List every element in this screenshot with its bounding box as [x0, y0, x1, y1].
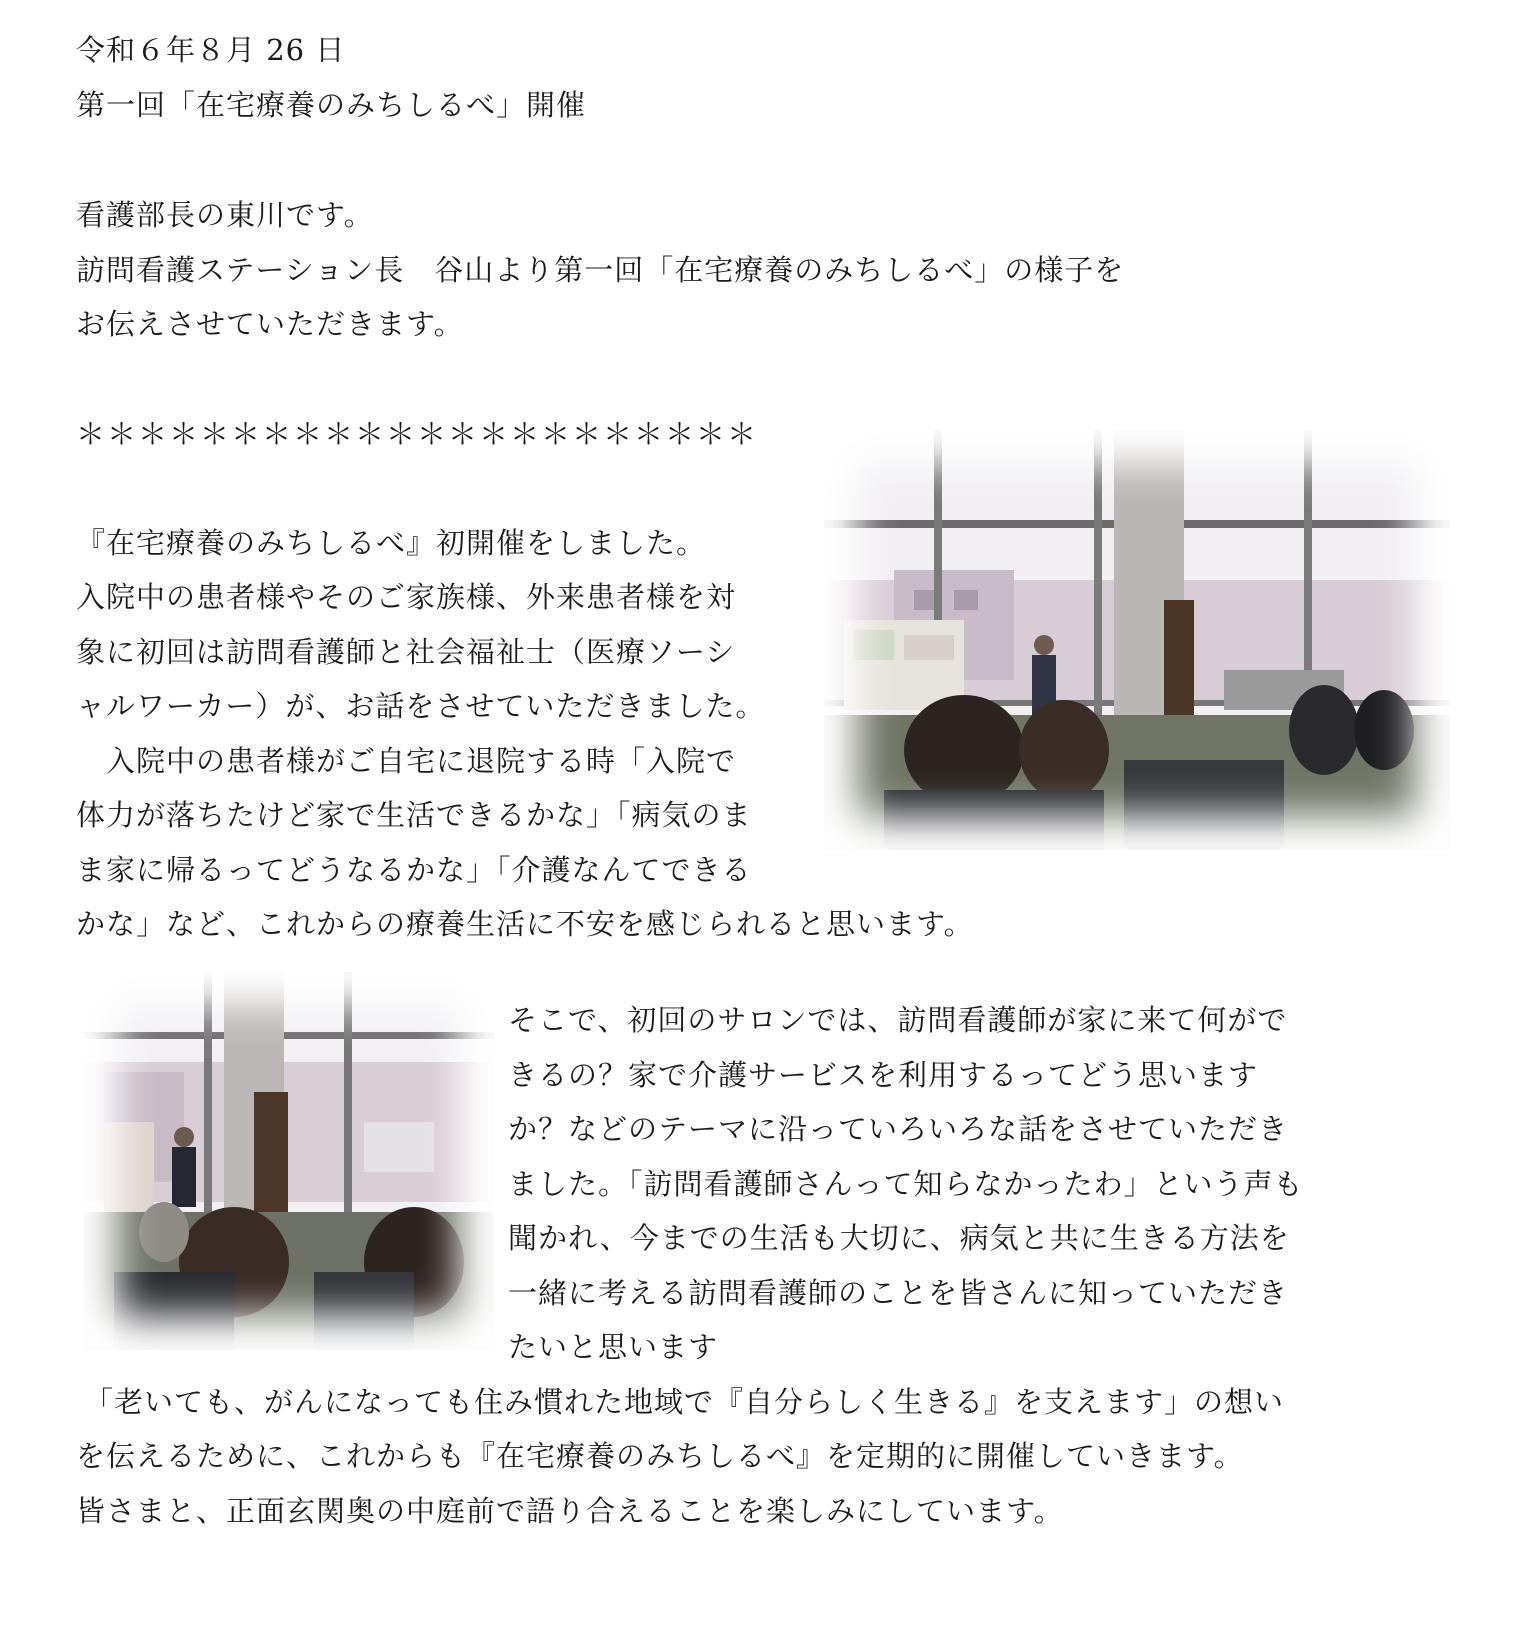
section1-line-1: 『在宅療養のみちしるべ』初開催をしました。	[76, 526, 707, 560]
intro-line-3: お伝えさせていただきます。	[76, 307, 464, 341]
closing-line-2: を伝えるために、これからも『在宅療養のみちしるべ』を定期的に開催していきます。	[76, 1439, 1244, 1473]
section2-line-3: か？などのテーマに沿っていろいろな話をさせていただき	[508, 1112, 1289, 1146]
event-photo-2-image	[84, 972, 494, 1350]
article-title: 第一回「在宅療養のみちしるべ」開催	[76, 88, 587, 122]
section2-line-4: ました。「訪問看護師さんって知らなかったわ」という声も	[508, 1167, 1304, 1201]
section1-line-3: 象に初回は訪問看護師と社会福祉士（医療ソーシ	[76, 635, 736, 669]
section1-line-5: 入院中の患者様がご自宅に退院する時「入院で	[76, 744, 737, 778]
event-photo-1-image	[824, 430, 1450, 850]
section1-line-8: かな」など、これからの療養生活に不安を感じられると思います。	[76, 907, 974, 941]
closing-line-1: 「老いても、がんになっても住み慣れた地域で『自分らしく生きる』を支えます」の想い	[84, 1385, 1285, 1419]
section1-line-2: 入院中の患者様やそのご家族様、外来患者様を対	[76, 580, 737, 614]
separator-line: ＊＊＊＊＊＊＊＊＊＊＊＊＊＊＊＊＊＊＊＊＊＊	[76, 417, 759, 451]
intro-line-2: 訪問看護ステーション長 谷山より第一回「在宅療養のみちしるべ」の様子を	[76, 253, 1125, 287]
section2-line-7: たいと思います	[508, 1330, 719, 1364]
section1-line-7: ま家に帰るってどうなるかな」「介護なんてできる	[76, 853, 752, 887]
section1-line-6: 体力が落ちたけど家で生活できるかな」「病気のま	[76, 798, 752, 832]
section2-line-2: きるの？家で介護サービスを利用するってどう思います	[508, 1058, 1259, 1092]
closing-line-3: 皆さまと、正面玄関奥の中庭前で語り合えることを楽しみにしています。	[76, 1494, 1064, 1528]
date-line: 令和６年８月 26 日	[76, 33, 346, 67]
event-photo-1	[824, 430, 1450, 850]
section1-line-4: ャルワーカー）が、お話をさせていただきました。	[76, 689, 766, 723]
section2-line-6: 一緒に考える訪問看護師のことを皆さんに知っていただき	[508, 1276, 1289, 1310]
event-photo-2	[84, 972, 494, 1350]
section2-line-1: そこで、初回のサロンでは、訪問看護師が家に来て何がで	[508, 1003, 1288, 1037]
section2-line-5: 聞かれ、今までの生活も大切に、病気と共に生きる方法を	[508, 1221, 1290, 1255]
intro-line-1: 看護部長の東川です。	[76, 198, 374, 232]
